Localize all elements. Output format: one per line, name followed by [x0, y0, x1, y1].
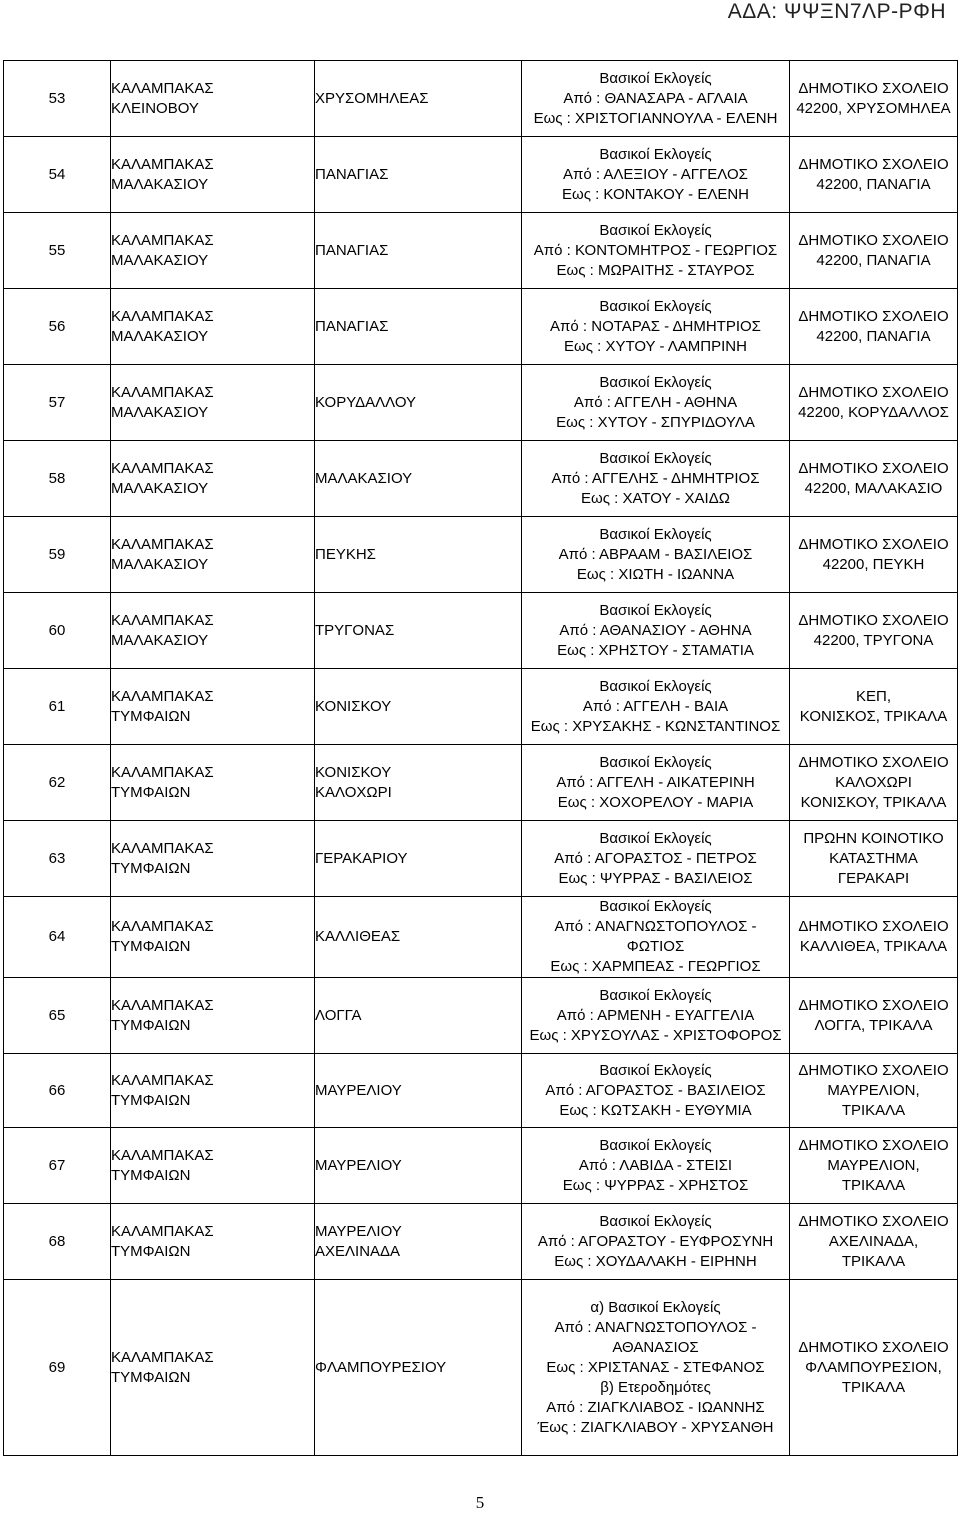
row-number: 61 — [4, 669, 111, 745]
voters-cell — [522, 1280, 790, 1456]
municipality-cell — [111, 1128, 315, 1204]
table-row — [4, 978, 958, 1054]
community-cell-line: ΚΑΛΛΙΘΕΑΣ — [315, 928, 401, 945]
municipality-cell — [111, 365, 315, 441]
polling-place-cell-line: ΔΗΜΟΤΙΚΟ ΣΧΟΛΕΙΟ — [798, 1212, 949, 1230]
polling-place-cell-line: 42200, ΚΟΡΥΔΑΛΛΟΣ — [798, 403, 949, 421]
community-cell-line: ΚΑΛΟΧΩΡΙ — [315, 783, 392, 801]
table-row — [4, 1280, 958, 1456]
municipality-cell-line: ΜΑΛΑΚΑΣΙΟΥ — [111, 175, 209, 193]
table-row — [4, 517, 958, 593]
polling-place-cell-line: ΦΛΑΜΠΟΥΡΕΣΙΟΝ, — [805, 1358, 942, 1376]
polling-place-cell-line: ΚΑΛΟΧΩΡΙ — [835, 773, 912, 791]
table-row — [4, 669, 958, 745]
polling-place-cell-line: ΤΡΙΚΑΛΑ — [841, 1101, 906, 1119]
community-cell-line: ΜΑΥΡΕΛΙΟΥ — [315, 1156, 402, 1174]
community-cell — [315, 1054, 522, 1128]
voters-cell — [522, 137, 790, 213]
polling-place-cell — [790, 213, 958, 289]
municipality-cell-line: ΚΑΛΑΜΠΑΚΑΣ — [111, 918, 214, 935]
community-cell — [315, 821, 522, 897]
community-cell-line: ΠΕΥΚΗΣ — [315, 545, 376, 563]
polling-place-cell-line: ΚΟΝΙΣΚΟΣ, ΤΡΙΚΑΛΑ — [799, 707, 948, 725]
community-cell — [315, 137, 522, 213]
voters-cell-line: Από : ΑΘΑΝΑΣΙΟΥ - ΑΘΗΝΑ — [559, 621, 752, 639]
table-row — [4, 745, 958, 821]
community-cell-line: ΑΧΕΛΙΝΑΔΑ — [315, 1242, 401, 1260]
voters-cell-line: Από : ΑΓΓΕΛΗ - ΑΘΗΝΑ — [573, 393, 738, 411]
community-cell — [315, 517, 522, 593]
ada-code: ΑΔΑ: ΨΨΞΝ7ΛΡ-ΡΦΗ — [727, 0, 946, 23]
polling-place-cell-line: ΔΗΜΟΤΙΚΟ ΣΧΟΛΕΙΟ — [798, 79, 949, 97]
municipality-cell — [111, 137, 315, 213]
municipality-cell — [111, 745, 315, 821]
voters-cell-line: Από : ΑΡΜΕΝΗ - ΕΥΑΓΓΕΛΙΑ — [556, 1006, 755, 1024]
polling-place-cell-line: 42200, ΠΑΝΑΓΙΑ — [816, 175, 931, 193]
row-number: 58 — [4, 441, 111, 517]
table-row — [4, 289, 958, 365]
voters-cell-line: Εως : ΧΡΙΣΤΑΝΑΣ - ΣΤΕΦΑΝΟΣ — [546, 1358, 765, 1376]
community-cell — [315, 213, 522, 289]
voters-cell — [522, 1204, 790, 1280]
municipality-cell-line: ΤΥΜΦΑΙΩΝ — [111, 1368, 191, 1386]
community-cell — [315, 365, 522, 441]
polling-place-cell-line: ΔΗΜΟΤΙΚΟ ΣΧΟΛΕΙΟ — [798, 753, 949, 771]
community-cell — [315, 669, 522, 745]
voters-cell-line: Από : ΑΓΟΡΑΣΤΟΥ - ΕΥΦΡΟΣΥΝΗ — [537, 1232, 774, 1250]
municipality-cell — [111, 821, 315, 897]
polling-place-cell — [790, 1128, 958, 1204]
municipality-cell-line: ΚΑΛΑΜΠΑΚΑΣ — [111, 1348, 214, 1366]
municipality-cell-line: ΚΑΛΑΜΠΑΚΑΣ — [111, 231, 214, 249]
row-number: 60 — [4, 593, 111, 669]
community-cell-line: ΤΡΥΓΟΝΑΣ — [315, 621, 395, 639]
municipality-cell-line: ΜΑΛΑΚΑΣΙΟΥ — [111, 251, 209, 269]
community-cell-line: ΧΡΥΣΟΜΗΛΕΑΣ — [315, 89, 429, 107]
municipality-cell — [111, 1280, 315, 1456]
community-cell-line: ΜΑΛΑΚΑΣΙΟΥ — [315, 469, 413, 487]
polling-place-cell-line: 42200, ΠΑΝΑΓΙΑ — [816, 251, 931, 269]
voters-cell-line: Εως : ΚΩΤΣΑΚΗ - ΕΥΘΥΜΙΑ — [559, 1101, 752, 1119]
polling-place-cell-line: ΔΗΜΟΤΙΚΟ ΣΧΟΛΕΙΟ — [798, 996, 949, 1014]
polling-place-cell-line: ΤΡΙΚΑΛΑ — [841, 1252, 906, 1270]
voters-cell-line: ΑΘΑΝΑΣΙΟΣ — [612, 1338, 699, 1356]
polling-place-cell — [790, 1054, 958, 1128]
community-cell — [315, 1128, 522, 1204]
polling-place-cell-line: ΚΑΤΑΣΤΗΜΑ — [829, 849, 918, 867]
municipality-cell-line: ΤΥΜΦΑΙΩΝ — [111, 1016, 191, 1034]
municipality-cell — [111, 669, 315, 745]
municipality-cell-line: ΤΥΜΦΑΙΩΝ — [111, 859, 191, 877]
municipality-cell-line: ΚΑΛΑΜΠΑΚΑΣ — [111, 459, 214, 477]
polling-place-cell-line: ΛΟΓΓΑ, ΤΡΙΚΑΛΑ — [814, 1016, 933, 1034]
municipality-cell — [111, 1054, 315, 1128]
voters-cell-line: Βασικοί Εκλογείς — [599, 601, 712, 619]
voters-cell-line: Από : ΑΓΟΡΑΣΤΟΣ - ΒΑΣΙΛΕΙΟΣ — [545, 1081, 766, 1099]
voters-cell-line: Εως : ΧΑΤΟΥ - ΧΑΙΔΩ — [581, 489, 730, 507]
table-row — [4, 61, 958, 137]
municipality-cell — [111, 593, 315, 669]
polling-place-cell-line: ΑΧΕΛΙΝΑΔΑ, — [828, 1232, 919, 1250]
voters-cell-line: Εως : ΧΥΤΟΥ - ΛΑΜΠΡΙΝΗ — [564, 337, 747, 355]
municipality-cell-line: ΚΑΛΑΜΠΑΚΑΣ — [111, 383, 214, 401]
voters-cell-line: Εως : ΧΥΤΟΥ - ΣΠΥΡΙΔΟΥΛΑ — [556, 413, 755, 431]
polling-place-cell-line: ΓΕΡΑΚΑΡΙ — [837, 869, 910, 887]
municipality-cell-line: ΚΑΛΑΜΠΑΚΑΣ — [111, 839, 214, 857]
voters-cell — [522, 745, 790, 821]
municipality-cell-line: ΚΑΛΑΜΠΑΚΑΣ — [111, 996, 214, 1014]
polling-place-cell — [790, 1204, 958, 1280]
table-row — [4, 821, 958, 897]
polling-place-cell — [790, 978, 958, 1054]
municipality-cell — [111, 978, 315, 1054]
row-number: 59 — [4, 517, 111, 593]
voters-cell-line: Εως : ΧΡΙΣΤΟΓΙΑΝΝΟΥΛΑ - ΕΛΕΝΗ — [533, 109, 778, 127]
table-row — [4, 897, 958, 978]
voters-cell — [522, 821, 790, 897]
voters-cell-line: Βασικοί Εκλογείς — [599, 449, 712, 467]
polling-place-cell-line: ΔΗΜΟΤΙΚΟ ΣΧΟΛΕΙΟ — [798, 918, 949, 935]
polling-place-cell-line: ΔΗΜΟΤΙΚΟ ΣΧΟΛΕΙΟ — [798, 459, 949, 477]
polling-place-cell-line: 42200, ΧΡΥΣΟΜΗΛΕΑ — [796, 99, 951, 117]
voters-cell-line: α) Βασικοί Εκλογείς — [590, 1298, 721, 1316]
voters-cell-line: Βασικοί Εκλογείς — [599, 297, 712, 315]
row-number: 65 — [4, 978, 111, 1054]
voters-cell-line: Από : ΑΝΑΓΝΩΣΤΟΠΟΥΛΟΣ - — [554, 918, 757, 935]
voters-cell-line: Βασικοί Εκλογείς — [599, 986, 712, 1004]
voters-cell-line: Βασικοί Εκλογείς — [599, 373, 712, 391]
voters-cell — [522, 897, 790, 978]
polling-stations-table — [3, 60, 958, 1456]
voters-cell-line: Από : ΛΑΒΙΔΑ - ΣΤΕΙΣΙ — [578, 1156, 733, 1174]
voters-cell-line: Βασικοί Εκλογείς — [599, 1212, 712, 1230]
polling-place-cell-line: ΚΕΠ, — [855, 687, 891, 705]
municipality-cell-line: ΚΑΛΑΜΠΑΚΑΣ — [111, 1146, 214, 1164]
community-cell-line: ΓΕΡΑΚΑΡΙΟΥ — [315, 849, 408, 867]
polling-place-cell-line: ΔΗΜΟΤΙΚΟ ΣΧΟΛΕΙΟ — [798, 231, 949, 249]
row-number: 67 — [4, 1128, 111, 1204]
municipality-cell-line: ΚΑΛΑΜΠΑΚΑΣ — [111, 535, 214, 553]
row-number: 62 — [4, 745, 111, 821]
voters-cell — [522, 61, 790, 137]
voters-cell-line: Εως : ΧΙΩΤΗ - ΙΩΑΝΝΑ — [576, 565, 735, 583]
polling-place-cell — [790, 669, 958, 745]
polling-place-cell-line: ΜΑΥΡΕΛΙΟΝ, — [827, 1081, 920, 1099]
polling-place-cell — [790, 1280, 958, 1456]
community-cell-line: ΜΑΥΡΕΛΙΟΥ — [315, 1222, 402, 1240]
municipality-cell — [111, 61, 315, 137]
voters-cell-line: Εως : ΨΥΡΡΑΣ - ΒΑΣΙΛΕΙΟΣ — [558, 869, 753, 887]
table-row — [4, 365, 958, 441]
municipality-cell — [111, 213, 315, 289]
community-cell — [315, 441, 522, 517]
municipality-cell-line: ΤΥΜΦΑΙΩΝ — [111, 938, 191, 955]
municipality-cell-line: ΤΥΜΦΑΙΩΝ — [111, 783, 191, 801]
row-number: 64 — [4, 897, 111, 978]
voters-cell-line: Από : ΑΒΡΑΑΜ - ΒΑΣΙΛΕΙΟΣ — [558, 545, 753, 563]
community-cell — [315, 1280, 522, 1456]
voters-cell-line: Βασικοί Εκλογείς — [599, 898, 712, 915]
community-cell-line: ΚΟΝΙΣΚΟΥ — [315, 697, 392, 715]
municipality-cell-line: ΚΑΛΑΜΠΑΚΑΣ — [111, 79, 214, 97]
municipality-cell-line: ΤΥΜΦΑΙΩΝ — [111, 1091, 191, 1109]
municipality-cell-line: ΜΑΛΑΚΑΣΙΟΥ — [111, 631, 209, 649]
polling-place-cell-line: 42200, ΠΑΝΑΓΙΑ — [816, 327, 931, 345]
municipality-cell — [111, 517, 315, 593]
voters-cell-line: Βασικοί Εκλογείς — [599, 221, 712, 239]
voters-cell-line: Βασικοί Εκλογείς — [599, 1061, 712, 1079]
voters-cell — [522, 978, 790, 1054]
row-number: 68 — [4, 1204, 111, 1280]
polling-place-cell — [790, 821, 958, 897]
community-cell-line: ΜΑΥΡΕΛΙΟΥ — [315, 1081, 402, 1099]
voters-cell-line: Έως : ΖΙΑΓΚΛΙΑΒΟΥ - ΧΡΥΣΑΝΘΗ — [537, 1418, 774, 1436]
voters-cell-line: Εως : ΧΑΡΜΠΕΑΣ - ΓΕΩΡΓΙΟΣ — [550, 958, 761, 975]
polling-place-cell-line: ΔΗΜΟΤΙΚΟ ΣΧΟΛΕΙΟ — [798, 1338, 949, 1356]
voters-cell — [522, 593, 790, 669]
community-cell-line: ΠΑΝΑΓΙΑΣ — [315, 165, 389, 183]
row-number: 56 — [4, 289, 111, 365]
voters-cell-line: Από : ΚΟΝΤΟΜΗΤΡΟΣ - ΓΕΩΡΓΙΟΣ — [533, 241, 778, 259]
community-cell-line: ΚΟΡΥΔΑΛΛΟΥ — [315, 393, 417, 411]
community-cell — [315, 978, 522, 1054]
community-cell-line: ΠΑΝΑΓΙΑΣ — [315, 317, 389, 335]
table-row — [4, 1054, 958, 1128]
polling-place-cell-line: 42200, ΤΡΥΓΟΝΑ — [813, 631, 934, 649]
polling-place-cell-line: ΔΗΜΟΤΙΚΟ ΣΧΟΛΕΙΟ — [798, 1136, 949, 1154]
polling-place-cell — [790, 745, 958, 821]
voters-cell-line: Εως : ΧΟΧΟΡΕΛΟΥ - ΜΑΡΙΑ — [557, 793, 754, 811]
voters-cell-line: Από : ΝΟΤΑΡΑΣ - ΔΗΜΗΤΡΙΟΣ — [550, 317, 761, 335]
voters-cell-line: β) Ετεροδημότες — [600, 1378, 711, 1396]
community-cell — [315, 1204, 522, 1280]
municipality-cell-line: ΚΑΛΑΜΠΑΚΑΣ — [111, 763, 214, 781]
polling-place-cell-line: ΚΟΝΙΣΚΟΥ, ΤΡΙΚΑΛΑ — [800, 793, 947, 811]
polling-place-cell-line: 42200, ΜΑΛΑΚΑΣΙΟ — [804, 479, 943, 497]
page-number: 5 — [475, 1493, 485, 1512]
community-cell-line: ΛΟΓΓΑ — [315, 1006, 362, 1024]
community-cell — [315, 61, 522, 137]
table-row — [4, 137, 958, 213]
voters-cell — [522, 669, 790, 745]
municipality-cell-line: ΚΑΛΑΜΠΑΚΑΣ — [111, 307, 214, 325]
municipality-cell-line: ΤΥΜΦΑΙΩΝ — [111, 1242, 191, 1260]
table-row — [4, 441, 958, 517]
municipality-cell-line: ΜΑΛΑΚΑΣΙΟΥ — [111, 555, 209, 573]
municipality-cell-line: ΚΑΛΑΜΠΑΚΑΣ — [111, 1222, 214, 1240]
row-number: 55 — [4, 213, 111, 289]
polling-place-cell — [790, 289, 958, 365]
municipality-cell-line: ΚΑΛΑΜΠΑΚΑΣ — [111, 687, 214, 705]
voters-cell — [522, 289, 790, 365]
voters-cell — [522, 1128, 790, 1204]
voters-cell-line: Από : ΑΓΓΕΛΗΣ - ΔΗΜΗΤΡΙΟΣ — [551, 469, 760, 487]
polling-place-cell — [790, 897, 958, 978]
polling-place-cell — [790, 61, 958, 137]
table-row — [4, 593, 958, 669]
municipality-cell-line: ΚΛΕΙΝΟΒΟΥ — [111, 99, 199, 117]
voters-cell-line: Από : ΑΓΓΕΛΗ - ΑΙΚΑΤΕΡΙΝΗ — [556, 773, 755, 791]
polling-place-cell — [790, 593, 958, 669]
polling-place-cell-line: ΔΗΜΟΤΙΚΟ ΣΧΟΛΕΙΟ — [798, 307, 949, 325]
voters-cell-line: Από : ΑΓΓΕΛΗ - ΒΑΙΑ — [582, 697, 729, 715]
municipality-cell-line: ΚΑΛΑΜΠΑΚΑΣ — [111, 155, 214, 173]
polling-place-cell-line: ΔΗΜΟΤΙΚΟ ΣΧΟΛΕΙΟ — [798, 535, 949, 553]
municipality-cell — [111, 1204, 315, 1280]
voters-cell-line: Από : ΘΑΝΑΣΑΡΑ - ΑΓΛΑΙΑ — [563, 89, 748, 107]
polling-place-cell-line: ΔΗΜΟΤΙΚΟ ΣΧΟΛΕΙΟ — [798, 611, 949, 629]
voters-cell-line: Βασικοί Εκλογείς — [599, 69, 712, 87]
community-cell — [315, 289, 522, 365]
polling-place-cell-line: ΔΗΜΟΤΙΚΟ ΣΧΟΛΕΙΟ — [798, 1061, 949, 1079]
polling-place-cell-line: 42200, ΠΕΥΚΗ — [822, 555, 925, 573]
community-cell — [315, 897, 522, 978]
voters-cell-line: Βασικοί Εκλογείς — [599, 1136, 712, 1154]
voters-cell-line: Εως : ΨΥΡΡΑΣ - ΧΡΗΣΤΟΣ — [562, 1176, 749, 1194]
polling-place-cell-line: ΔΗΜΟΤΙΚΟ ΣΧΟΛΕΙΟ — [798, 155, 949, 173]
voters-cell-line: Βασικοί Εκλογείς — [599, 145, 712, 163]
voters-cell — [522, 365, 790, 441]
voters-cell-line: Εως : ΧΡΥΣΑΚΗΣ - ΚΩΝΣΤΑΝΤΙΝΟΣ — [530, 717, 781, 735]
voters-cell-line: Βασικοί Εκλογείς — [599, 525, 712, 543]
row-number: 54 — [4, 137, 111, 213]
polling-place-cell-line: ΤΡΙΚΑΛΑ — [841, 1378, 906, 1396]
community-cell-line: ΦΛΑΜΠΟΥΡΕΣΙΟΥ — [315, 1358, 447, 1376]
community-cell — [315, 745, 522, 821]
municipality-cell-line: ΤΥΜΦΑΙΩΝ — [111, 707, 191, 725]
voters-cell-line: Από : ΑΛΕΞΙΟΥ - ΑΓΓΕΛΟΣ — [563, 165, 748, 183]
municipality-cell — [111, 289, 315, 365]
voters-cell-line: Από : ΑΓΟΡΑΣΤΟΣ - ΠΕΤΡΟΣ — [554, 849, 757, 867]
polling-place-cell-line: ΜΑΥΡΕΛΙΟΝ, — [827, 1156, 920, 1174]
voters-cell-line: Εως : ΧΟΥΔΑΛΑΚΗ - ΕΙΡΗΝΗ — [554, 1252, 757, 1270]
polling-place-cell — [790, 441, 958, 517]
row-number: 69 — [4, 1280, 111, 1456]
polling-place-cell — [790, 517, 958, 593]
voters-cell-line: Εως : ΧΡΥΣΟΥΛΑΣ - ΧΡΙΣΤΟΦΟΡΟΣ — [529, 1026, 782, 1044]
polling-place-cell-line: ΠΡΩΗΝ ΚΟΙΝΟΤΙΚΟ — [803, 829, 944, 847]
voters-cell — [522, 441, 790, 517]
municipality-cell — [111, 441, 315, 517]
table-row — [4, 1128, 958, 1204]
row-number: 63 — [4, 821, 111, 897]
voters-cell-line: Βασικοί Εκλογείς — [599, 677, 712, 695]
municipality-cell — [111, 897, 315, 978]
polling-place-cell — [790, 137, 958, 213]
polling-place-cell — [790, 365, 958, 441]
municipality-cell-line: ΜΑΛΑΚΑΣΙΟΥ — [111, 479, 209, 497]
voters-cell-line: Από : ΖΙΑΓΚΛΙΑΒΟΣ - ΙΩΑΝΝΗΣ — [546, 1398, 765, 1416]
voters-cell — [522, 213, 790, 289]
polling-place-cell-line: ΔΗΜΟΤΙΚΟ ΣΧΟΛΕΙΟ — [798, 383, 949, 401]
row-number: 66 — [4, 1054, 111, 1128]
voters-cell-line: Βασικοί Εκλογείς — [599, 753, 712, 771]
table-row — [4, 1204, 958, 1280]
community-cell-line: ΚΟΝΙΣΚΟΥ — [315, 763, 392, 781]
voters-cell-line: ΦΩΤΙΟΣ — [626, 938, 685, 955]
table-row — [4, 213, 958, 289]
voters-cell-line: Εως : ΧΡΗΣΤΟΥ - ΣΤΑΜΑΤΙΑ — [557, 641, 754, 659]
polling-place-cell-line: ΚΑΛΛΙΘΕΑ, ΤΡΙΚΑΛΑ — [799, 938, 948, 955]
municipality-cell-line: ΜΑΛΑΚΑΣΙΟΥ — [111, 327, 209, 345]
municipality-cell-line: ΜΑΛΑΚΑΣΙΟΥ — [111, 403, 209, 421]
voters-cell-line: Εως : ΜΩΡΑΙΤΗΣ - ΣΤΑΥΡΟΣ — [556, 261, 755, 279]
row-number: 57 — [4, 365, 111, 441]
voters-cell — [522, 517, 790, 593]
community-cell-line: ΠΑΝΑΓΙΑΣ — [315, 241, 389, 259]
voters-cell-line: Εως : ΚΟΝΤΑΚΟΥ - ΕΛΕΝΗ — [561, 185, 750, 203]
polling-place-cell-line: ΤΡΙΚΑΛΑ — [841, 1176, 906, 1194]
voters-cell — [522, 1054, 790, 1128]
row-number: 53 — [4, 61, 111, 137]
municipality-cell-line: ΚΑΛΑΜΠΑΚΑΣ — [111, 611, 214, 629]
voters-cell-line: Από : ΑΝΑΓΝΩΣΤΟΠΟΥΛΟΣ - — [554, 1318, 757, 1336]
municipality-cell-line: ΚΑΛΑΜΠΑΚΑΣ — [111, 1071, 214, 1089]
municipality-cell-line: ΤΥΜΦΑΙΩΝ — [111, 1166, 191, 1184]
voters-cell-line: Βασικοί Εκλογείς — [599, 829, 712, 847]
community-cell — [315, 593, 522, 669]
